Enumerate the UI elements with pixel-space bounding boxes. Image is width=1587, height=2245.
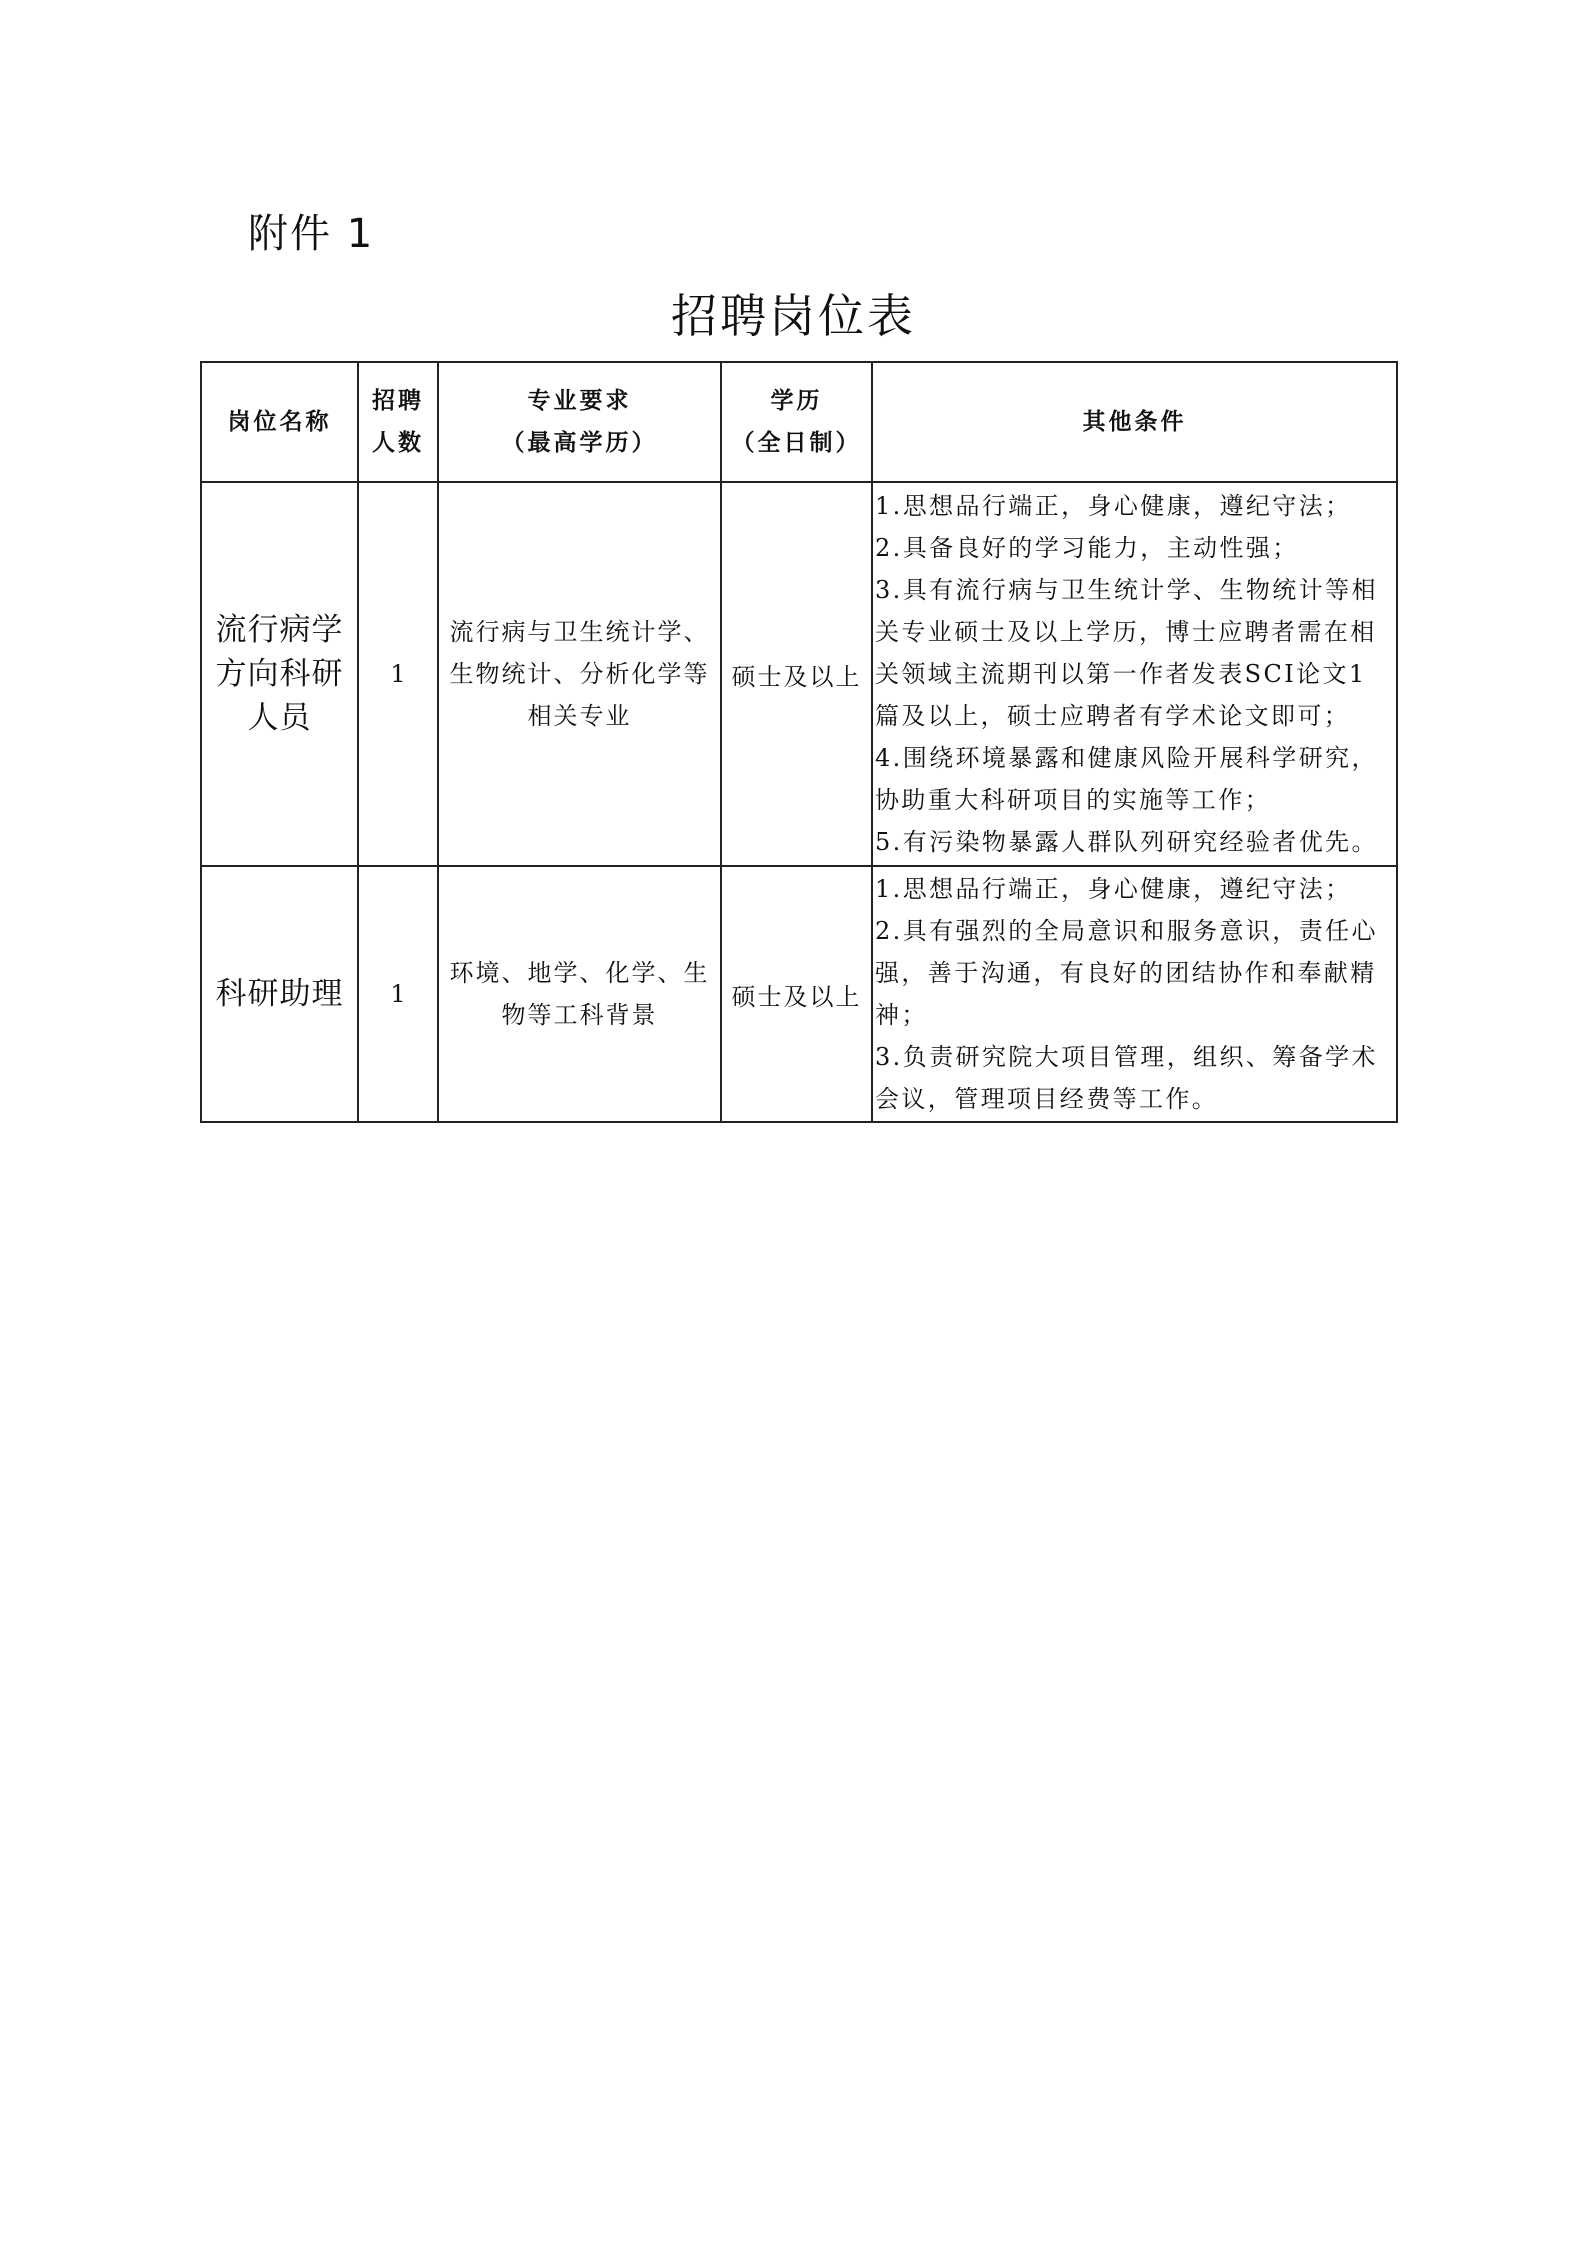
condition-line: 强，善于沟通，有良好的团结协作和奉献精 xyxy=(875,959,1377,987)
header-other-conditions: 其他条件 xyxy=(872,362,1397,482)
table-row xyxy=(201,866,1397,1122)
condition-line: 1.思想品行端正，身心健康，遵纪守法； xyxy=(875,492,1352,520)
condition-line: 5.有污染物暴露人群队列研究经验者优先。 xyxy=(875,828,1378,856)
header-position: 岗位名称 xyxy=(201,362,358,482)
condition-line: 关专业硕士及以上学历，博士应聘者需在相 xyxy=(875,618,1377,646)
conditions-cell xyxy=(872,482,1397,866)
major-cell: 环境、地学、化学、生 物等工科背景 xyxy=(438,866,721,1122)
header-major: 专业要求 （最高学历） xyxy=(438,362,721,482)
header-count: 招聘 人数 xyxy=(358,362,438,482)
condition-line: 会议，管理项目经费等工作。 xyxy=(875,1085,1219,1113)
table-header-row xyxy=(201,362,1397,482)
position-name-cell: 流行病学 方向科研 人员 xyxy=(201,482,358,866)
major-cell: 流行病与卫生统计学、 生物统计、分析化学等 相关专业 xyxy=(438,482,721,866)
condition-line: 1.思想品行端正，身心健康，遵纪守法； xyxy=(875,875,1352,903)
document-title: 招聘岗位表 xyxy=(671,289,916,343)
condition-line: 3.具有流行病与卫生统计学、生物统计等相 xyxy=(875,576,1378,604)
attachment-label: 附件 1 xyxy=(248,211,375,257)
conditions-cell xyxy=(872,866,1397,1122)
condition-line: 关领域主流期刊以第一作者发表SCI论文1 xyxy=(875,660,1367,688)
condition-line: 协助重大科研项目的实施等工作； xyxy=(875,786,1271,814)
table-row xyxy=(201,482,1397,866)
condition-line: 2.具备良好的学习能力，主动性强； xyxy=(875,534,1299,562)
condition-line: 篇及以上，硕士应聘者有学术论文即可； xyxy=(875,702,1351,730)
headcount-cell: 1 xyxy=(358,866,438,1122)
condition-line: 3.负责研究院大项目管理，组织、筹备学术 xyxy=(875,1043,1378,1071)
education-cell: 硕士及以上 xyxy=(721,482,872,866)
condition-line: 4.围绕环境暴露和健康风险开展科学研究， xyxy=(875,744,1378,772)
education-cell: 硕士及以上 xyxy=(721,866,872,1122)
headcount-cell: 1 xyxy=(358,482,438,866)
condition-line: 2.具有强烈的全局意识和服务意识，责任心 xyxy=(875,917,1378,945)
condition-line: 神； xyxy=(875,1001,928,1029)
recruitment-table xyxy=(200,361,1398,1123)
position-name-cell: 科研助理 xyxy=(201,866,358,1122)
header-education: 学历 （全日制） xyxy=(721,362,872,482)
